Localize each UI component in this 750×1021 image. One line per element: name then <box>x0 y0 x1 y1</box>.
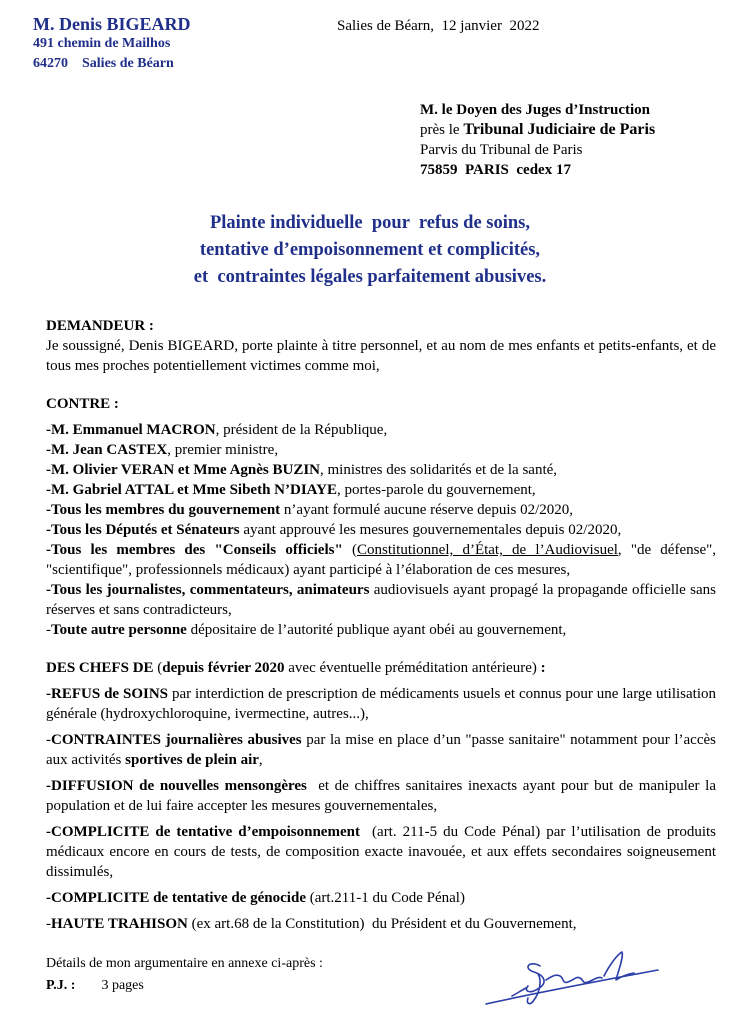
contre-item: -Tous les Députés et Sénateurs ayant approuvé les mesures gouvernementales depuis 02/2020, <box>46 522 622 538</box>
chef-item: -REFUS de SOINS par interdiction de prescription de médicaments usuels et connus pour une large utilisation générale (hydroxychloroquine, ivermectine, autres...), <box>46 686 716 722</box>
title-line-1: Plainte individuelle pour refus de soins, <box>209 213 531 233</box>
sender-block <box>33 14 191 74</box>
contre-item-conseils: -Tous les membres des "Conseils officiels" (Constitutionnel, d’État, de l’Audiovisuel, "de défense", "scientifique", professionnels médicaux) ayant participé à l’élaboration de ces mesures, <box>46 542 716 578</box>
recipient-block <box>420 100 655 180</box>
contre-item: -M. Jean CASTEX, premier ministre, <box>46 442 279 458</box>
title-line-2: tentative d’empoisonnement et complicités, <box>199 240 541 260</box>
annex-note: Détails de mon argumentaire en annexe ci-après : <box>46 956 323 971</box>
contre-item: -M. Emmanuel MACRON, président de la République, <box>46 422 388 438</box>
title-line-3: et contraintes légales parfaitement abusives. <box>193 267 547 287</box>
chefs-heading: DES CHEFS DE (depuis février 2020 avec éventuelle préméditation antérieure) : <box>46 660 546 676</box>
complaint-title <box>60 210 680 291</box>
demandeur-text: Je soussigné, Denis BIGEARD, porte plainte à titre personnel, et au nom de mes enfants et petits-enfants, et de tous mes proches potentiellement victimes comme moi, <box>46 338 716 374</box>
chef-item: -COMPLICITE de tentative d’empoisonnement (art. 211-5 du Code Pénal) par l’utilisation de produits médicaux encore en cours de tests, de composition exacte inavouée, et aux effets secondaires soigneusement dissimulés, <box>46 824 720 880</box>
sender-name: M. Denis BIGEARD <box>33 14 191 34</box>
demandeur-heading: DEMANDEUR : <box>46 318 154 334</box>
attachments-line: P.J. : 3 pages <box>46 978 144 993</box>
recipient-line-3: Parvis du Tribunal de Paris <box>420 142 583 158</box>
sender-address-line-2: 64270 Salies de Béarn <box>33 56 174 71</box>
complaint-body <box>46 316 720 934</box>
chef-item: -DIFFUSION de nouvelles mensongères et de chiffres sanitaires inexacts ayant pour but de manipuler la population et de lui faire accepter les mesures gouvernementales, <box>46 778 720 814</box>
contre-item-last: -Toute autre personne dépositaire de l’autorité publique ayant obéi au gouvernement, <box>46 622 567 638</box>
recipient-line-1: M. le Doyen des Juges d’Instruction <box>420 102 651 118</box>
contre-heading: CONTRE : <box>46 396 119 412</box>
sender-address-line-1: 491 chemin de Mailhos <box>33 36 171 51</box>
recipient-line-2: près le Tribunal Judiciaire de Paris <box>420 121 656 138</box>
chef-item: -COMPLICITE de tentative de génocide (art.211-1 du Code Pénal) <box>46 890 465 906</box>
contre-item: -Tous les membres du gouvernement n’ayant formulé aucune réserve depuis 02/2020, <box>46 502 573 518</box>
footer-block <box>46 953 323 997</box>
handwritten-signature <box>482 946 662 1008</box>
contre-item: -M. Olivier VERAN et Mme Agnès BUZIN, ministres des solidarités et de la santé, <box>46 462 558 478</box>
contre-item: -Tous les journalistes, commentateurs, animateurs audiovisuels ayant propagé la propagande officielle sans réserves et sans contradicteurs, <box>46 582 717 618</box>
recipient-line-4: 75859 PARIS cedex 17 <box>420 162 571 178</box>
place-date: Salies de Béarn, 12 janvier 2022 <box>337 18 540 34</box>
chef-item: -HAUTE TRAHISON (ex art.68 de la Constitution) du Président et du Gouvernement, <box>46 916 577 932</box>
chef-item: -CONTRAINTES journalières abusives par la mise en place d’un "passe sanitaire" notamment pour l’accès aux activités sportives de plein air, <box>46 732 716 768</box>
contre-item: -M. Gabriel ATTAL et Mme Sibeth N’DIAYE, portes-parole du gouvernement, <box>46 482 536 498</box>
